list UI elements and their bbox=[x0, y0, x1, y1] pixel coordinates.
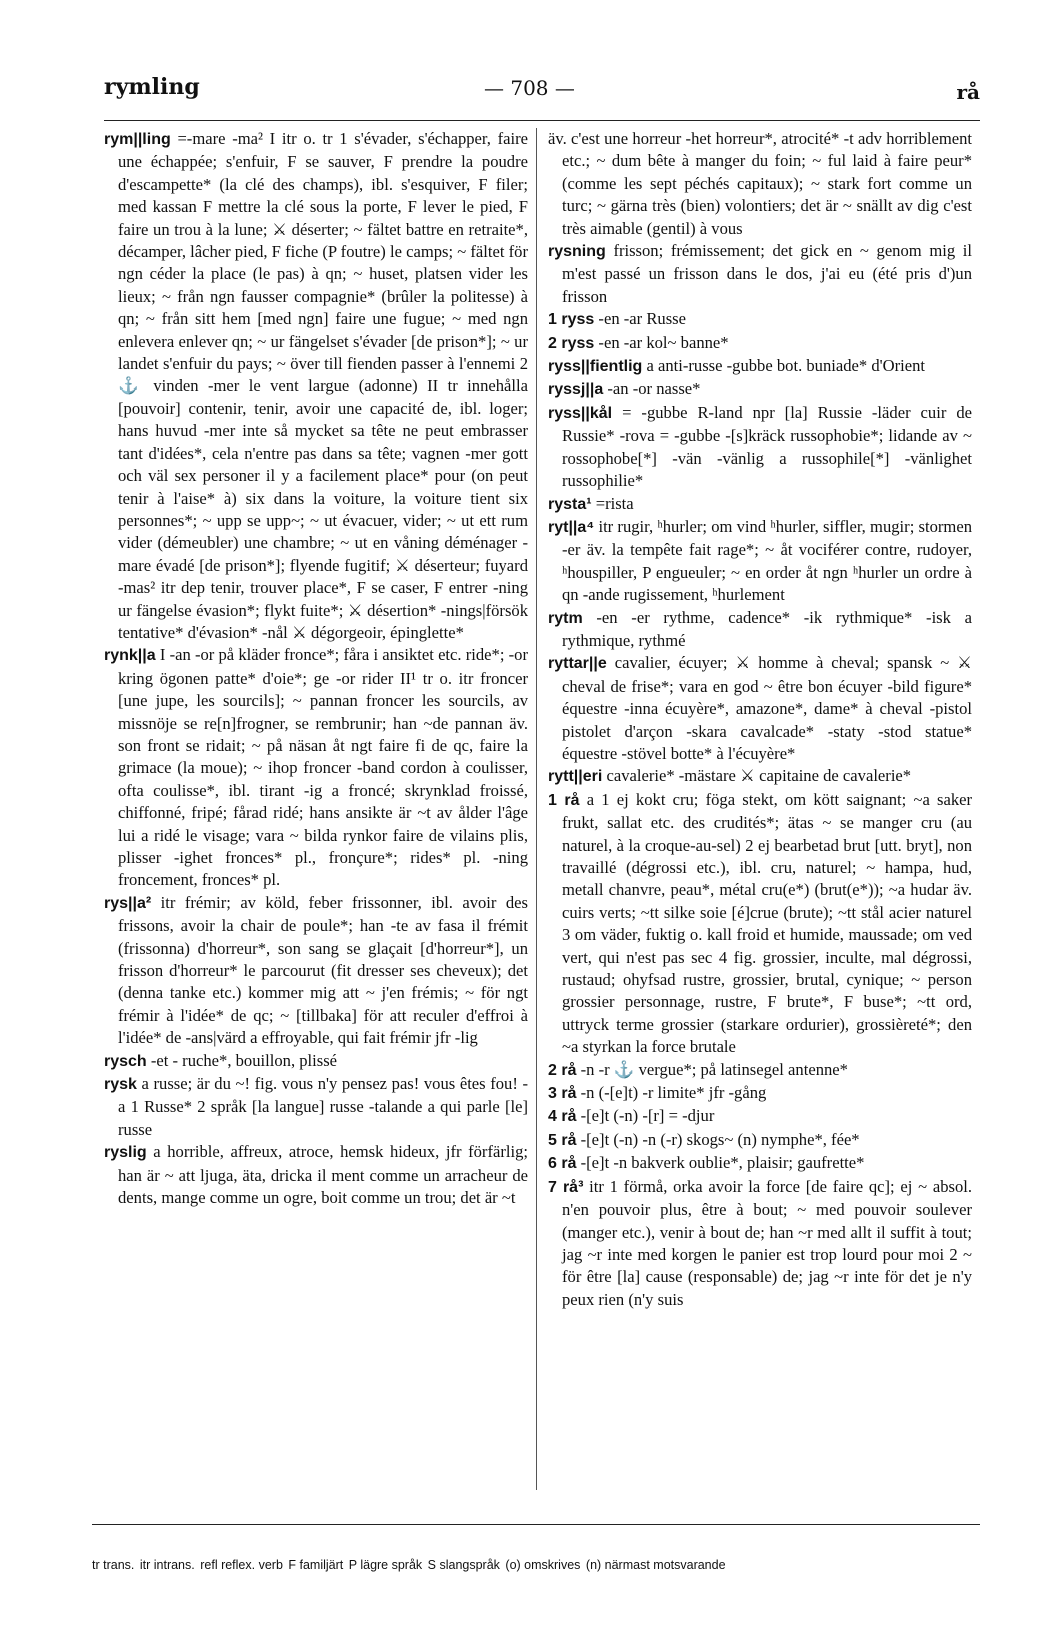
entry-text: -[e]t (-n) -[r] = -djur bbox=[580, 1106, 715, 1126]
entry-headword: ryss||kål bbox=[548, 404, 613, 422]
dictionary-entry bbox=[548, 516, 972, 607]
dictionary-entry bbox=[104, 644, 528, 891]
entry-headword: 5 rå bbox=[548, 1131, 577, 1149]
left-running-headword: rymling bbox=[104, 74, 200, 100]
entry-headword: ryssj||a bbox=[548, 381, 604, 399]
dictionary-entry bbox=[104, 128, 528, 644]
dictionary-entry bbox=[104, 1050, 528, 1073]
dictionary-entry bbox=[548, 789, 972, 1059]
entry-text: a anti-russe -gubbe bot. buniade* d'Orient bbox=[646, 356, 926, 376]
entry-headword: 1 rå bbox=[548, 791, 580, 809]
left-column bbox=[104, 128, 528, 1210]
right-column bbox=[548, 128, 972, 1311]
dictionary-entry bbox=[548, 332, 972, 355]
entry-text: -en -er rythme, cadence* -ik rythmique* -isk a rythmique, rythmé bbox=[562, 607, 973, 650]
footer-rule bbox=[92, 1524, 980, 1525]
entry-headword: 7 rå³ bbox=[548, 1178, 584, 1196]
dictionary-entry bbox=[548, 1059, 972, 1082]
dictionary-entry bbox=[548, 308, 972, 331]
entry-headword: rysch bbox=[104, 1052, 147, 1070]
entry-text: a horrible, affreux, atroce, hemsk hideux, jfr förfärlig; han är ~ att ljuga, äta, dricka il ment comme un arracheur de dents, mange comme un ogre, boit comme un trou; det är ~t bbox=[118, 1142, 529, 1208]
dictionary-entry bbox=[548, 402, 972, 493]
entry-headword: rytt||eri bbox=[548, 768, 603, 786]
entry-headword: 2 ryss bbox=[548, 334, 595, 352]
entry-text: -[e]t -n bakverk oublie*, plaisir; gaufrette* bbox=[580, 1153, 865, 1173]
entry-headword: rysk bbox=[104, 1076, 137, 1094]
dictionary-entry bbox=[548, 652, 972, 765]
dictionary-entry bbox=[548, 1082, 972, 1105]
dictionary-entry bbox=[548, 1105, 972, 1128]
entry-text: itr 1 förmå, orka avoir la force [de faire qc]; ej ~ absol. n'en pouvoir plus, être à bout; ~ med pouvoir soulever (manger etc.), venir à bout de; han ~r med allt il suffit à tout; jag ~r inte med korgen le panier est trop lourd pour moi 2 ~ för être [la] cause (responsable) de; jag ~r inte för det je n'y peux rien (n'y suis bbox=[562, 1176, 972, 1309]
entry-headword: ryttar||e bbox=[548, 655, 607, 673]
dictionary-entry bbox=[104, 892, 528, 1050]
entry-headword: rysning bbox=[548, 243, 606, 261]
header-rule bbox=[104, 120, 980, 121]
entry-text: -n (-[e]t) -r limite* jfr -gång bbox=[580, 1083, 767, 1103]
entry-headword: ryt||a⁴ bbox=[548, 518, 595, 536]
entry-headword: rynk||a bbox=[104, 647, 156, 665]
entry-text: -et - ruche*, bouillon, plissé bbox=[150, 1050, 338, 1070]
dictionary-entry bbox=[548, 1129, 972, 1152]
entry-text: -en -ar Russe bbox=[598, 309, 686, 329]
legend-item: (o) omskrives bbox=[505, 1558, 581, 1572]
entry-text: itr rugir, ʰhurler; om vind ʰhurler, siffler, mugir; stormen -er äv. la tempête fait rage*; ~ åt vociférer contre, rudoyer, ʰhouspiller, P engueuler; ~ en order åt ngn ʰhurler un ordre à qn -ande rugissement, ʰhurlement bbox=[562, 516, 972, 605]
abbreviation-legend bbox=[92, 1558, 980, 1572]
entry-text: I -an -or på kläder fronce*; fåra i ansiktet etc. ride*; -or kring ögonen patte* d'oie*; ge -or rider II¹ tr o. itr froncer [une jupe, les sourcils]; ~ pannan froncer les sourcils, av missnöje se re[n]frogner, se rembrunir; han ~de pannan äv. son front se ridait; ~ på näsan åt ngt faire fi de qc, faire la grimace (la moue); ~ ihop froncer -band cordon à coulisser, ofta coulisse*, ibl. tirant -ig a froncé; skrynklad froissé, chiffonné, fripé; fårad ridé; hans ansikte är ~t av ålder l'âge lui a ridé le visage; vara ~ bilda rynkor faire de vilains plis, plisser -ighet fronces* pl., fronçure*; rides* pl. -ning froncement, fronces* pl. bbox=[118, 645, 528, 890]
entry-text: cavalier, écuyer; ⚔ homme à cheval; spansk ~ ⚔ cheval de frise*; vara en god ~ être bon écuyer -bild figure* équestre -inna écuyère*, amazone*, dame* à cheval -pistol pistolet d'arçon -skara cavalcade* -staty -stod statue* équestre -stövel botte* à l'écuyère* bbox=[562, 653, 973, 763]
entry-headword: rym||ling bbox=[104, 131, 171, 148]
entry-text: -an -or nasse* bbox=[607, 379, 701, 399]
dictionary-entry bbox=[104, 1073, 528, 1141]
entry-text: itr frémir; av köld, feber frissonner, ibl. avoir des frissons, avoir la chair de poule*; han -te av fasa il frémit (frissonna) d'horreur*, son sang se glaçait [d'horreur*], un frisson d'horreur* le parcourut (fit dresser ses cheveux); det (denna tanke etc.) kommer mig att ~ j'en frémis; ~ för ngt frémir à l'idée* de qc; ~ [tillbaka] för att reculer d'effroi à l'idée* de -ans|värd a effroyable, qui fait frémir jfr -lig bbox=[118, 892, 528, 1048]
entry-text: -n -r ⚓ vergue*; på latinsegel antenne* bbox=[580, 1059, 848, 1079]
dictionary-entry bbox=[548, 128, 972, 240]
dictionary-entry bbox=[548, 1152, 972, 1175]
dictionary-entry bbox=[548, 765, 972, 788]
entry-headword: 2 rå bbox=[548, 1061, 577, 1079]
page-number: — 708 — bbox=[484, 76, 575, 100]
entry-text: a 1 ej kokt cru; föga stekt, om kött saignant; ~a saker frukt, sallat etc. des crudités*; ätas ~ se manger cru (au naturel, à la croque-au-sel) 2 ej bearbetad brut [utt. bryt], non travaillé (dégrossi etc.), ibl. cru, naturel; ~ hampa, hud, metall chanvre, peau*, métal cru(e*) (brut(e*)); ~a hudar äv. cuirs verts; ~tt silke soie [é]crue (brute); ~tt stål acier naturel 3 om väder, fuktig o. kall froid et humide, maussade; om ved vert, qui n'est pas sec 4 fig. grossier, inculte, mal dégrossi, rustaud; ohyfsad rustre, grossier, brutal, cynique; ~ person grossier personnage, rustre, F brute*, F buse*; ~tt ord, uttryck terme grossier (starkare ordurier), grossièreté*; den ~a styrkan la force brutale bbox=[562, 789, 973, 1057]
entry-headword: rysta¹ bbox=[548, 495, 592, 513]
right-running-headword: rå bbox=[956, 80, 980, 104]
legend-item: tr trans. bbox=[92, 1558, 135, 1572]
dictionary-entry bbox=[548, 607, 972, 653]
legend-item: S slangspråk bbox=[427, 1558, 500, 1572]
legend-item: itr intrans. bbox=[139, 1558, 195, 1572]
column-divider bbox=[536, 128, 537, 1490]
dictionary-entry bbox=[548, 493, 972, 516]
entry-headword: rys||a² bbox=[104, 894, 152, 912]
legend-item: P lägre språk bbox=[348, 1558, 423, 1572]
entry-text: äv. c'est une horreur -het horreur*, atrocité* -t adv horriblement etc.; ~ dum bête à manger du foin; ~ ful laid à faire peur* (comme les sept péchés capitaux); ~ stark fort comme un turc; ~ gärna très (bien) volontiers; det är ~ snällt av dig c'est très aimable (gentil) à vous bbox=[548, 129, 972, 238]
entry-text: frisson; frémissement; det gick en ~ genom mig il m'est passé un frisson dans le dos, j'ai eu (été pris d')un frisson bbox=[562, 241, 972, 306]
dictionary-entry bbox=[548, 378, 972, 401]
entry-headword: 6 rå bbox=[548, 1155, 577, 1173]
page-header bbox=[104, 74, 980, 114]
entry-headword: ryslig bbox=[104, 1144, 147, 1162]
entry-headword: ryss||fientlig bbox=[548, 358, 643, 376]
entry-text: -en -ar kol~ banne* bbox=[598, 332, 729, 352]
legend-item: refl reflex. verb bbox=[200, 1558, 283, 1572]
entry-text: cavalerie* -mästare ⚔ capitaine de cavalerie* bbox=[606, 766, 912, 786]
dictionary-entry bbox=[548, 240, 972, 308]
dictionary-entry bbox=[104, 1141, 528, 1209]
entry-text: -[e]t (-n) -n (-r) skogs~ (n) nymphe*, fée* bbox=[580, 1129, 860, 1149]
entry-headword: 1 ryss bbox=[548, 311, 595, 329]
entry-text: = -gubbe R-land npr [la] Russie -läder cuir de Russie* -rova = -gubbe -[s]kräck russophobie*; lidande av ~ rossophobe[*] -vän -vänlig a russophile[*] -vänlighet russophilie* bbox=[562, 402, 972, 491]
dictionary-entry bbox=[548, 355, 972, 378]
entry-text: a russe; är du ~! fig. vous n'y pensez pas! vous êtes fou! -a 1 Russe* 2 språk [la langue] russe -talande a qui parle [le] russe bbox=[118, 1074, 528, 1139]
legend-item: F familjärt bbox=[288, 1558, 344, 1572]
entry-text: =rista bbox=[595, 493, 634, 513]
entry-headword: rytm bbox=[548, 609, 583, 627]
entry-text: =-mare -ma² I itr o. tr 1 s'évader, s'échapper, faire une échappée; s'enfuir, F se sauver, F prendre la poudre d'escampette* (la clé des champs), ibl. s'esquiver, F filer; med kassan F mettre la clé sous la porte, F lever le pied, F faire un trou à la lune; ⚔ déserter; ~ fältet battre en retraite*, décamper, lâcher pied, F fiche (P foutre) le camps; ~ fältet för ngn céder la place (le pas) à qn; ~ huset, platsen vider les lieux; ~ från ngn fausser compagnie* (brûler la politesse) à qn; ~ från sitt hem [med ngn] faire une fugue; ~ med ngn enlevera enlever qn; ~ ur fängelset s'évader [de prison*]; ~ ur landet s'enfuir du pays; ~ över till fienden passer à l'ennemi 2 ⚓ vinden -mer le vent largue (adonne) II tr innehålla [pouvoir] contenir, tenir, avoir une capacité de, ibl. loger; hans huvud -mer inte så mycket sa tête ne peut embrasser tant d'idées*, cela n'entre pas dans sa tête; vagnen -mer gott och väl sex personer il y a facilement place* pour (on peut tenir à l'aise* à) six dans la voiture, la voiture tient six personnes*; ~ upp se upp~; ~ ut évacuer, vider; ~ ut ett rum vider (démeubler) une chambre; ~ ut en våning déménager -mare évadé [de prison*]; flyende fugitif; ⚔ déserteur; fuyard -mas² itr dep tenir, trouver place*, F se caser, F entrer -ning ur fängelse évasion*; flykt fuite*; ⚔ désertion* -nings|försök tentative* d'évasion* -nål ⚔ dégorgeoir, épinglette* bbox=[118, 129, 529, 642]
dictionary-entry bbox=[548, 1176, 972, 1311]
entry-headword: 3 rå bbox=[548, 1085, 577, 1103]
entry-headword: 4 rå bbox=[548, 1108, 577, 1126]
legend-item: (n) närmast motsvarande bbox=[585, 1558, 726, 1572]
